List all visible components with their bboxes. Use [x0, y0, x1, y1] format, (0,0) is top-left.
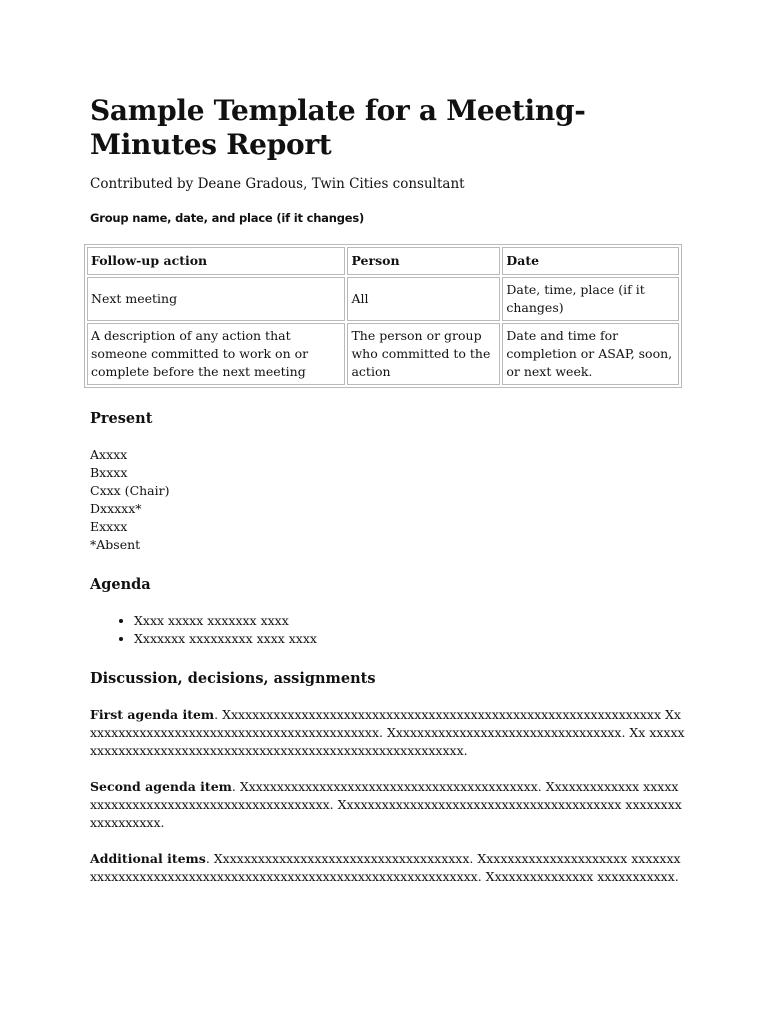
table-row	[87, 277, 679, 321]
table-header-row	[87, 247, 679, 275]
table-cell-person: The person or group who committed to the action	[347, 323, 500, 385]
discussion-item-text: . Xxxxxxxxxxxxxxxxxxxxxxxxxxxxxxxxxxxx. Xxxxxxxxxxxxxxxxxxxxx xxxxxxxxxxxxxxxxxxxxxxxxxxxxxxxxxxxxxxxxxxxxxxxxxxxxxxxxxxxxxx. Xxxxxxxxxxxxxxx xxxxxxxxxxx.	[90, 851, 681, 884]
followup-table	[84, 244, 682, 388]
table-row	[87, 323, 679, 385]
discussion-heading: Discussion, decisions, assignments	[90, 670, 376, 687]
list-item: Dxxxxx*	[90, 501, 142, 516]
agenda-heading: Agenda	[90, 576, 151, 593]
discussion-item-text: . Xxxxxxxxxxxxxxxxxxxxxxxxxxxxxxxxxxxxxxxxxxxxxxxxxxxxxxxxxxxxxx Xxxxxxxxxxxxxxxxxxxxxxxxxxxxxxxxxxxxxxxxxxx. Xxxxxxxxxxxxxxxxxxxxxxxxxxxxxxxxx. Xx xxxxxxxxxxxxxxxxxxxxxxxxxxxxxxxxxxxxxxxxxxxxxxxxxxxxxxxxxx.	[90, 707, 685, 758]
present-heading: Present	[90, 410, 153, 427]
header-date: Date	[502, 247, 679, 275]
discussion-item	[90, 778, 685, 832]
list-item: Cxxx (Chair)	[90, 483, 170, 498]
list-item: • Xxxxxxx xxxxxxxxx xxxx xxxx	[134, 630, 685, 648]
table-cell-action: A description of any action that someone committed to work on or complete before the next meeting	[87, 323, 345, 385]
present-list	[90, 446, 685, 554]
discussion-item-text: . Xxxxxxxxxxxxxxxxxxxxxxxxxxxxxxxxxxxxxxxxxx. Xxxxxxxxxxxxx xxxxxxxxxxxxxxxxxxxxxxxxxxxxxxxxxxxxxxx. Xxxxxxxxxxxxxxxxxxxxxxxxxxxxxxxxxxxxxxxx xxxxxxxxxxxxxxxxxx.	[90, 779, 682, 830]
page-title: Sample Template for a Meeting-Minutes Report	[90, 94, 586, 161]
discussion-item	[90, 706, 685, 760]
header-person: Person	[347, 247, 500, 275]
discussion-item-label: First agenda item	[90, 707, 215, 722]
table-cell-person: All	[347, 277, 500, 321]
list-item: Axxxx	[90, 447, 128, 462]
header-followup-action: Follow-up action	[87, 247, 345, 275]
table-cell-date: Date, time, place (if it changes)	[502, 277, 679, 321]
agenda-list	[90, 612, 685, 648]
list-item: • Xxxx xxxxx xxxxxxx xxxx	[134, 612, 685, 630]
table-cell-date: Date and time for completion or ASAP, soon, or next week.	[502, 323, 679, 385]
document-page	[90, 94, 685, 886]
list-item: Exxxx	[90, 519, 128, 534]
discussion-item	[90, 850, 685, 886]
table-cell-action: Next meeting	[87, 277, 345, 321]
list-item: Bxxxx	[90, 465, 128, 480]
absent-note: *Absent	[90, 537, 141, 552]
group-info-label: Group name, date, and place (if it changes)	[90, 211, 365, 225]
contributor-line: Contributed by Deane Gradous, Twin Cities consultant	[90, 176, 465, 192]
discussion-item-label: Second agenda item	[90, 779, 232, 794]
discussion-item-label: Additional items	[90, 851, 206, 866]
